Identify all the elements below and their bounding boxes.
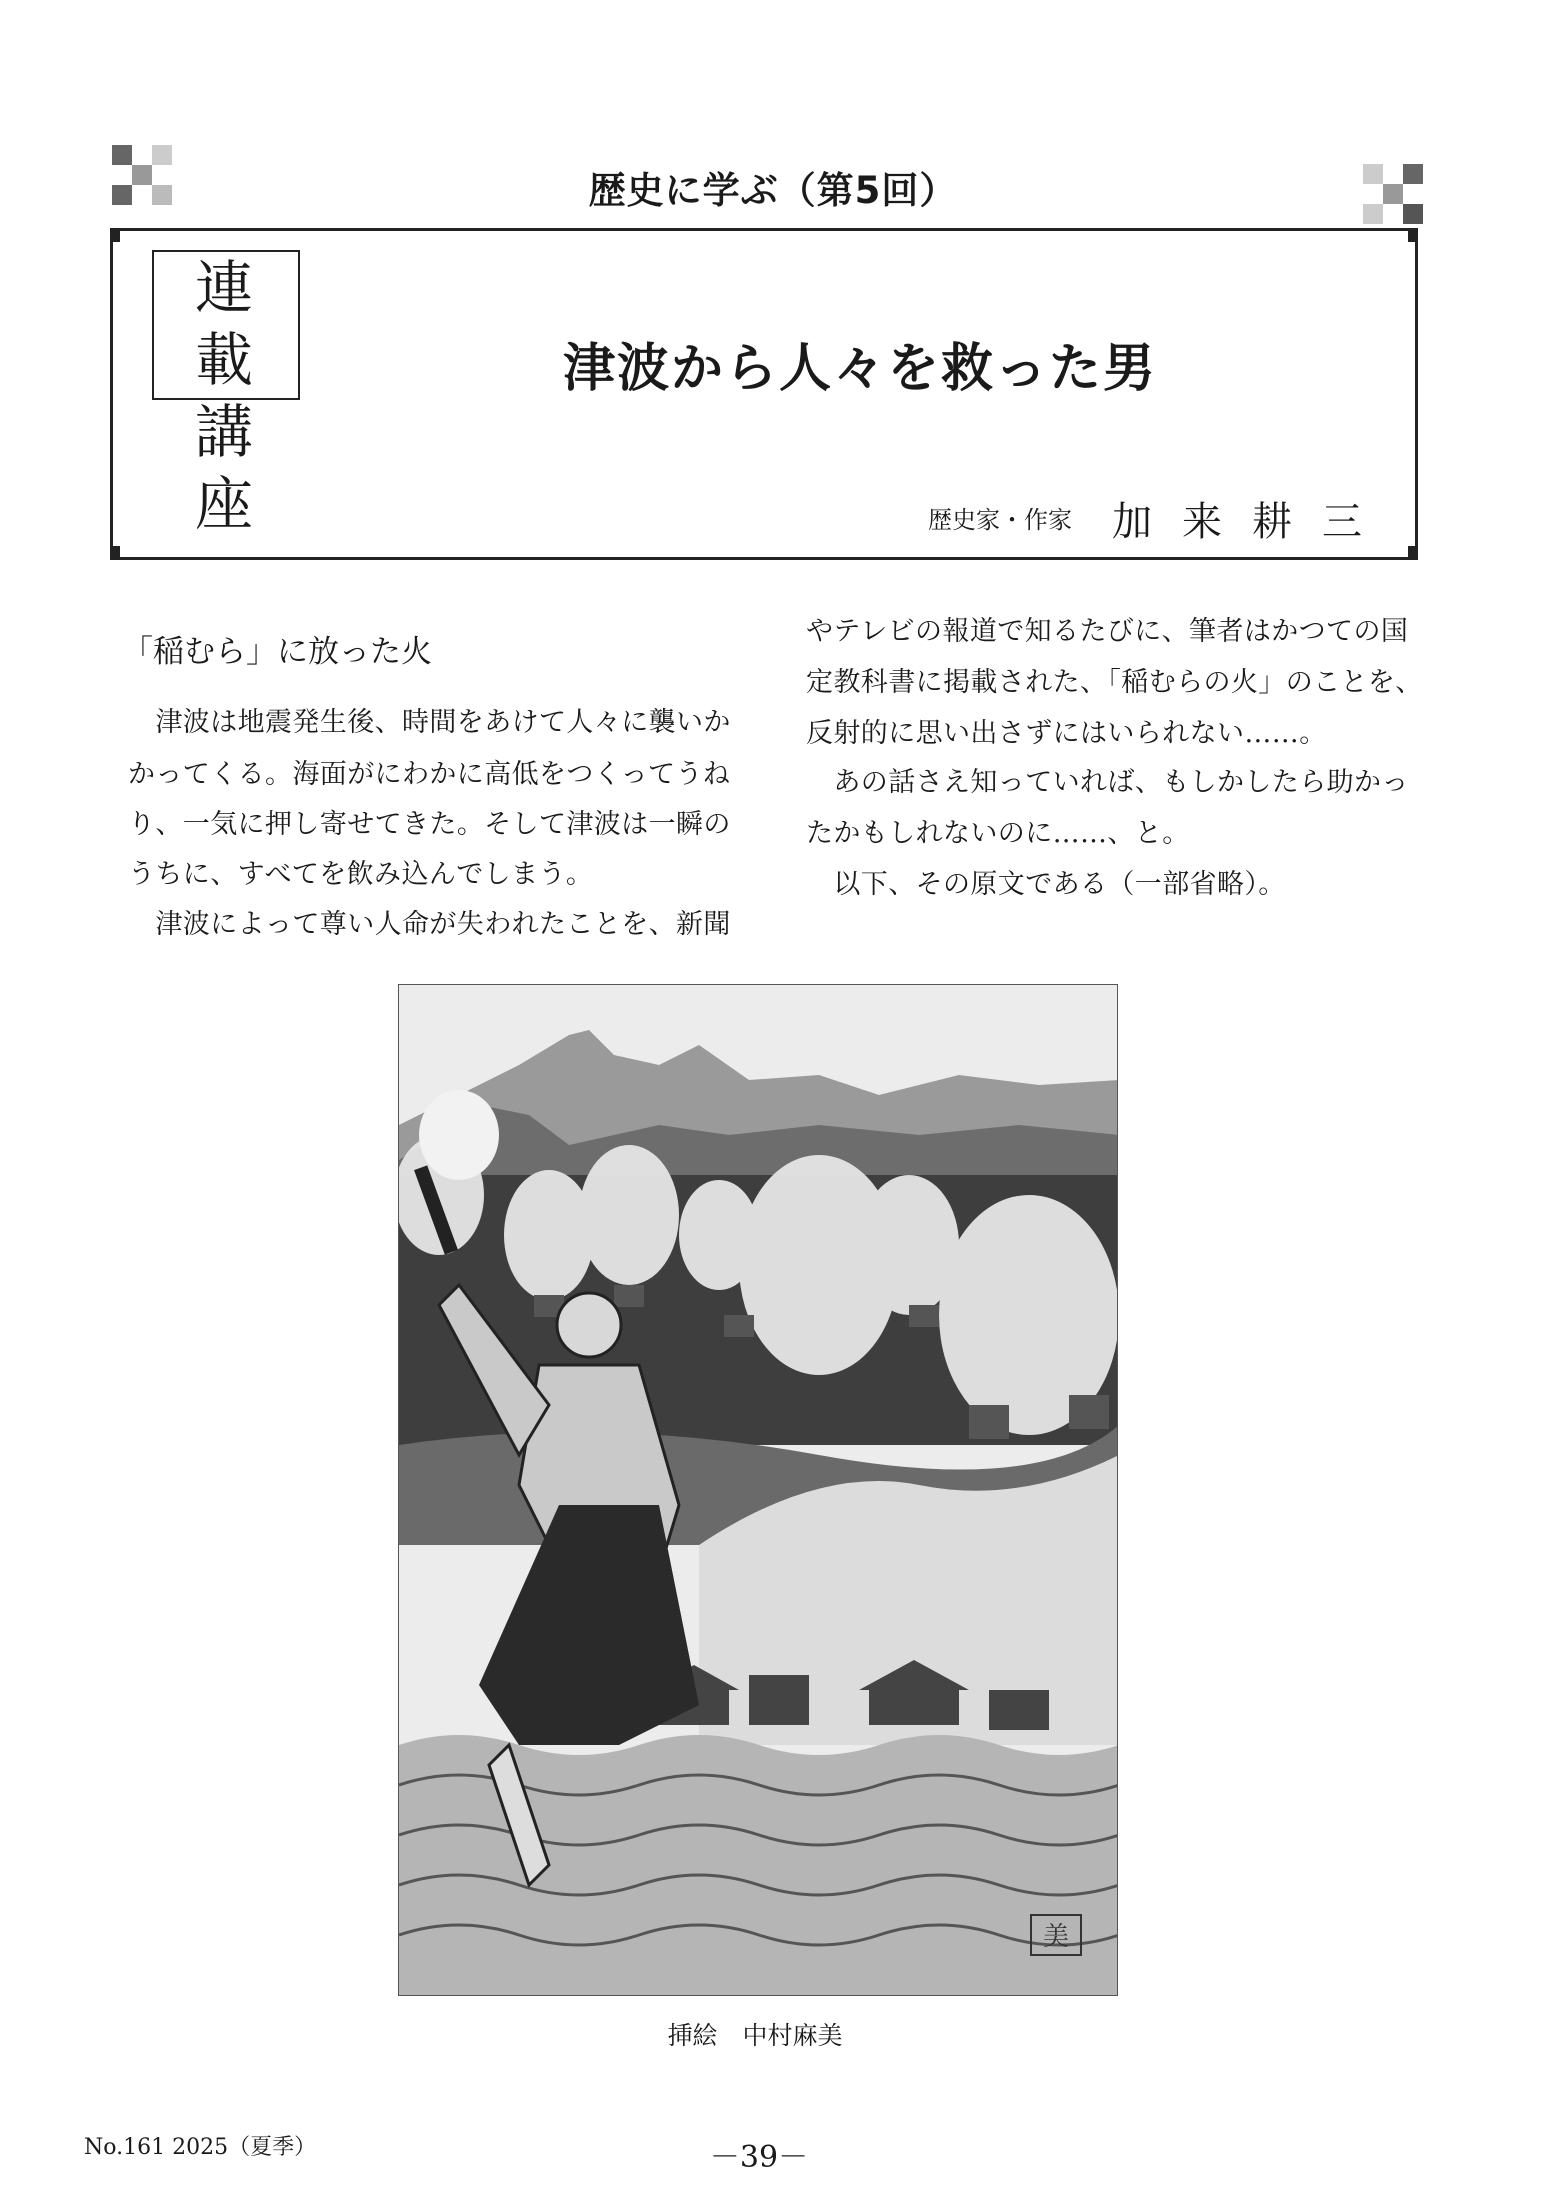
body-line: り、一気に押し寄せてきた。そして津波は一瞬の	[128, 809, 731, 840]
badge-row-2: 講 座	[194, 398, 257, 538]
body-line: あの話さえ知っていれば、もしかしたら助かっ	[806, 767, 1409, 798]
body-line: うちに、すべてを飲み込んでしまう。	[128, 859, 594, 890]
body-line: 以下、その原文である（一部省略）。	[806, 869, 1286, 900]
page-number: －39－	[709, 2140, 809, 2175]
illustration-inamura-fire	[398, 984, 1118, 1996]
body-line: かってくる。海面がにわかに高低をつくってうね	[128, 759, 731, 790]
series-title: 歴史に学ぶ（第5回）	[588, 169, 958, 212]
serial-lecture-badge	[152, 250, 300, 538]
article-title: 津波から人々を救った男	[562, 339, 1157, 399]
body-line: 津波は地震発生後、時間をあけて人々に襲いか	[128, 707, 731, 738]
body-line: 定教科書に掲載された、「稲むらの火」のことを、	[806, 667, 1423, 698]
body-line: 反射的に思い出さずにはいられない……。	[806, 718, 1327, 749]
artist-seal-text: 美	[1042, 1922, 1070, 1952]
section-heading: 「稲むら」に放った火	[122, 634, 432, 670]
author-role: 歴史家・作家	[928, 506, 1072, 534]
body-line: 津波によって尊い人命が失われたことを、新聞	[128, 909, 731, 940]
author-name: 加来耕三	[1112, 499, 1392, 545]
issue-info: No.161 2025（夏季）	[84, 2135, 317, 2160]
badge-row-1: 連 載	[194, 254, 257, 394]
illustration-caption: 挿絵 中村麻美	[667, 2021, 843, 2050]
body-line: やテレビの報道で知るたびに、筆者はかつての国	[806, 616, 1409, 647]
body-line: たかもしれないのに……、と。	[806, 818, 1190, 849]
